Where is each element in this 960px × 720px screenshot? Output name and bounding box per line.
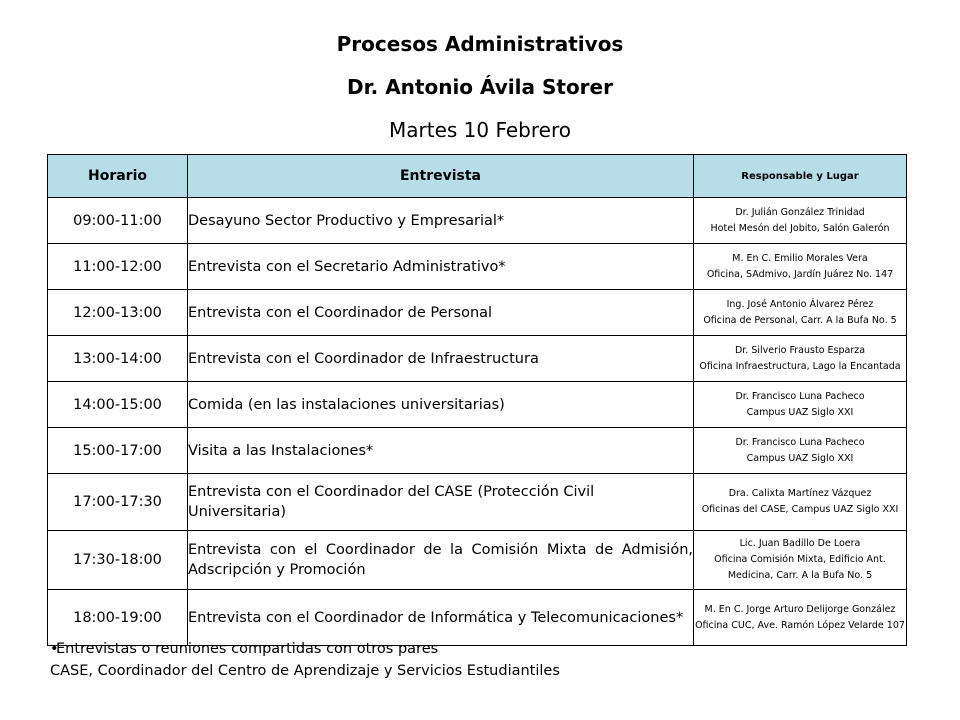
table-header-row — [48, 155, 907, 198]
responsible-place: Campus UAZ Siglo XXI — [746, 452, 854, 464]
column-header-horario: Horario — [48, 155, 188, 198]
time-cell: 13:00-14:00 — [48, 336, 188, 382]
responsible-place: Campus UAZ Siglo XXI — [746, 406, 854, 418]
table-row — [48, 428, 907, 474]
responsible-place: Oficina de Personal, Carr. A la Bufa No. 5 — [703, 314, 897, 326]
schedule-table — [47, 154, 907, 646]
responsible-cell — [694, 590, 907, 646]
responsible-name: Dr. Julián González Trinidad — [735, 206, 865, 218]
responsible-place: Oficina Comisión Mixta, Edificio Ant. Medicina, Carr. A la Bufa No. 5 — [714, 554, 886, 581]
responsible-name: Dra. Calixta Martínez Vázquez — [728, 488, 872, 499]
responsible-name: Dr. Silverio Frausto Esparza — [734, 344, 866, 356]
responsible-cell — [694, 290, 907, 336]
time-cell: 14:00-15:00 — [48, 382, 188, 428]
responsible-place: Oficina Infraestructura, Lago la Encantada — [699, 360, 901, 372]
time-cell: 09:00-11:00 — [48, 198, 188, 244]
activity-cell: Entrevista con el Coordinador del CASE (Protección Civil Universitaria) — [188, 474, 694, 531]
activity-cell: Entrevista con el Coordinador de Informática y Telecomunicaciones* — [188, 590, 694, 646]
responsible-name: M. En C. Jorge Arturo Delijorge González — [704, 603, 896, 615]
activity-cell: Entrevista con el Coordinador de Personal — [188, 290, 694, 336]
time-cell: 11:00-12:00 — [48, 244, 188, 290]
column-header-entrevista: Entrevista — [188, 155, 694, 198]
activity-cell: Entrevista con el Coordinador de Infraestructura — [188, 336, 694, 382]
table-row — [48, 244, 907, 290]
time-cell: 18:00-19:00 — [48, 590, 188, 646]
schedule-date: Martes 10 Febrero — [389, 118, 571, 142]
time-cell: 17:30-18:00 — [48, 531, 188, 590]
page-title: Procesos Administrativos — [336, 32, 624, 56]
responsible-name: Dr. Francisco Luna Pacheco — [735, 390, 865, 402]
activity-cell: Desayuno Sector Productivo y Empresarial* — [188, 198, 694, 244]
responsible-cell — [694, 474, 907, 531]
activity-cell: Entrevista con el Secretario Administrativo* — [188, 244, 694, 290]
responsible-place: Oficinas del CASE, Campus UAZ Siglo XXI — [701, 504, 899, 515]
responsible-place: Hotel Mesón del Jobito, Salón Galerón — [710, 222, 890, 234]
responsible-name: Lic. Juan Badillo De Loera — [739, 538, 861, 549]
table-row — [48, 290, 907, 336]
footnote-line-2: CASE, Coordinador del Centro de Aprendizaje y Servicios Estudiantiles — [50, 663, 560, 679]
responsible-name: Ing. José Antonio Álvarez Pérez — [726, 298, 874, 310]
responsible-name: Dr. Francisco Luna Pacheco — [735, 436, 865, 448]
responsible-cell — [694, 531, 907, 590]
responsible-place: Oficina CUC, Ave. Ramón López Velarde 107 — [695, 619, 905, 631]
page-subtitle: Dr. Antonio Ávila Storer — [347, 75, 613, 99]
activity-cell: Comida (en las instalaciones universitarias) — [188, 382, 694, 428]
table-row — [48, 382, 907, 428]
responsible-cell — [694, 382, 907, 428]
bullet-icon: • — [50, 641, 59, 657]
responsible-cell — [694, 244, 907, 290]
responsible-cell — [694, 336, 907, 382]
activity-cell: Entrevista con el Coordinador de la Comisión Mixta de Admisión, Adscripción y Promoción — [188, 531, 694, 590]
responsible-place: Oficina, SAdmivo, Jardín Juárez No. 147 — [706, 268, 894, 280]
column-header-responsable: Responsable y Lugar — [694, 155, 907, 198]
activity-cell: Visita a las Instalaciones* — [188, 428, 694, 474]
time-cell: 17:00-17:30 — [48, 474, 188, 531]
table-row — [48, 336, 907, 382]
time-cell: 15:00-17:00 — [48, 428, 188, 474]
table-row — [48, 474, 907, 531]
table-row — [48, 531, 907, 590]
footnote-text-1: Entrevistas o reuniones compartidas con otros pares — [56, 641, 439, 657]
time-cell: 12:00-13:00 — [48, 290, 188, 336]
footnote-line-1 — [50, 638, 560, 660]
responsible-cell — [694, 428, 907, 474]
responsible-cell — [694, 198, 907, 244]
footnote — [50, 638, 560, 682]
table-row — [48, 198, 907, 244]
responsible-name: M. En C. Emilio Morales Vera — [732, 252, 868, 264]
